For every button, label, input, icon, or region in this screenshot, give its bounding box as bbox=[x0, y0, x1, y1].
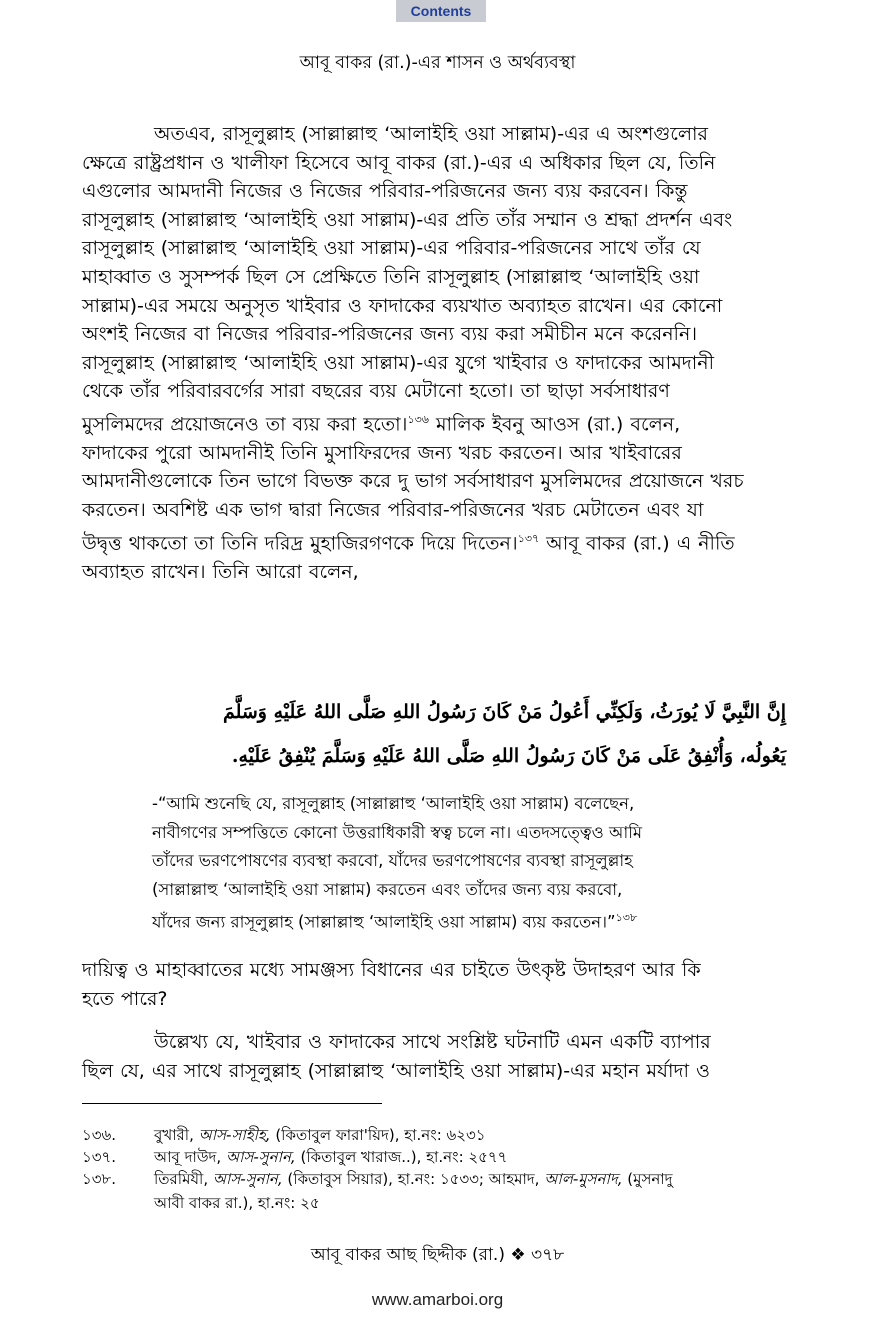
text-segment: (কিতাবুল খারাজ..), হা.নং: ২৫৭৭ bbox=[295, 1148, 508, 1166]
text-segment: আবূ বাকর (রা.) এ নীতি bbox=[539, 531, 735, 554]
arabic-line: إِنَّ النَّبِيَّ لَا يُورَثُ، وَلَكِنِّي أَعُولُ مَنْ كَانَ رَسُولُ اللهِ صَلَّى اللهُ عَلَيْهِ وَسَلَّمَ bbox=[222, 701, 786, 723]
website-link[interactable]: www.amarboi.org bbox=[371, 1290, 504, 1309]
text-line: আমদানীগুলোকে তিন ভাগে বিভক্ত করে দু ভাগ সর্বসাধারণ মুসলিমদের প্রয়োজনে খরচ bbox=[82, 470, 744, 493]
running-header: আবূ বাকর (রা.)-এর শাসন ও অর্থব্যবস্থা bbox=[299, 53, 576, 73]
arabic-hadith bbox=[82, 690, 794, 778]
source-title: আস-সুনান, bbox=[225, 1148, 296, 1166]
text-line: ছিল যে, এর সাথে রাসূলুল্লাহ (সাল্লাল্লাহু ‘আলাইহি ওয়া সাল্লাম)-এর মহান মর্যাদা ও bbox=[82, 1059, 710, 1082]
contents-button[interactable]: Contents bbox=[396, 0, 486, 22]
text-segment: মালিক ইবনু আওস (রা.) বলেন, bbox=[428, 413, 681, 436]
text-line: ফাদাকের পুরো আমদানীই তিনি মুসাফিরদের জন্য খরচ করতেন। আর খাইবারের bbox=[82, 441, 682, 464]
text-segment: মুসলিমদের প্রয়োজনেও তা ব্যয় করা হতো। bbox=[82, 413, 408, 436]
text-line: উল্লেখ্য যে, খাইবার ও ফাদাকের সাথে সংশ্লিষ্ট ঘটনাটি এমন একটি ব্যাপার bbox=[154, 1031, 711, 1053]
footnote-number: ১৩৬. bbox=[82, 1126, 117, 1144]
text-line: দায়িত্ব ও মাহাব্বাতের মধ্যে সামঞ্জস্য বিধানের এর চাইতে উৎকৃষ্ট উদাহরণ আর কি bbox=[82, 959, 701, 981]
text-line bbox=[82, 406, 794, 439]
text-segment: তিরমিযী, bbox=[154, 1170, 213, 1188]
text-line: রাসূলুল্লাহ (সাল্লাল্লাহু ‘আলাইহি ওয়া সাল্লাম)-এর যুগে খাইবার ও ফাদাকের আমদানী bbox=[82, 351, 715, 374]
source-title: আস-সাহীহ, bbox=[198, 1126, 271, 1144]
quote-line: নাবীগণের সম্পত্তিতে কোনো উত্তরাধিকারী স্বত্ব চলে না। এতদসত্ত্বেও আমি bbox=[152, 822, 643, 842]
quote-line: তাঁদের ভরণপোষণের ব্যবস্থা করবো, যাঁদের ভরণপোষণের ব্যবস্থা রাসূলুল্লাহ bbox=[152, 851, 633, 871]
source-title: আস-সুনান, bbox=[212, 1170, 283, 1188]
paragraph-2 bbox=[82, 956, 794, 1013]
text-line: সাল্লাম)-এর সময়ে অনুসৃত খাইবার ও ফাদাকের ব্যয়খাত অব্যাহত রাখেন। এর কোনো bbox=[82, 294, 723, 317]
text-line: রাসূলুল্লাহ (সাল্লাল্লাহু ‘আলাইহি ওয়া সাল্লাম)-এর প্রতি তাঁর সম্মান ও শ্রদ্ধা প্রদর্শন এবং bbox=[82, 208, 733, 231]
main-text bbox=[82, 120, 794, 586]
arabic-line: يَعُولُه، وَأُنْفِقُ عَلَى مَنْ كَانَ رَسُولُ اللهِ صَلَّى اللهُ عَلَيْهِ وَسَلَّمَ يُنْفِقُ عَلَيْهِ. bbox=[231, 745, 786, 767]
text-segment: আবূ দাউদ, bbox=[154, 1148, 226, 1166]
footnote-ref-136[interactable]: ১৩৬ bbox=[407, 412, 429, 426]
page-footer: আবূ বাকর আছ ছিদ্দীক (রা.) ❖ ৩৭৮ bbox=[310, 1245, 565, 1265]
paragraph-1 bbox=[82, 120, 794, 586]
text-line: মাহাব্বাত ও সুসম্পর্ক ছিল সে প্রেক্ষিতে তিনি রাসূলুল্লাহ (সাল্লাল্লাহু ‘আলাইহি ওয়া bbox=[82, 265, 700, 288]
footnote-text bbox=[154, 1147, 507, 1167]
text-line: থেকে তাঁর পরিবারবর্গের সারা বছরের ব্যয় মেটানো হতো। তা ছাড়া সর্বসাধারণ bbox=[82, 380, 670, 403]
text-line: করতেন। অবশিষ্ট এক ভাগ দ্বারা নিজের পরিবার-পরিজনের খরচ মেটাতেন এবং যা bbox=[82, 499, 704, 522]
text-segment: যাঁদের জন্য রাসূলুল্লাহ (সাল্লাল্লাহু ‘আলাইহি ওয়া সাল্লাম) ব্যয় করতেন।” bbox=[152, 912, 616, 932]
footnote-ref-137[interactable]: ১৩৭ bbox=[517, 531, 540, 545]
footnote-divider bbox=[82, 1103, 382, 1104]
text-line: রাসূলুল্লাহ (সাল্লাল্লাহু ‘আলাইহি ওয়া সাল্লাম)-এর পরিবার-পরিজনের সাথে তাঁর যে bbox=[82, 237, 701, 260]
text-line: অংশই নিজের বা নিজের পরিবার-পরিজনের জন্য ব্যয় করা সমীচীন মনে করেননি। bbox=[82, 323, 698, 346]
text-segment: (কিতাবুস সিয়ার), হা.নং: ১৫৩৩; আহমাদ, bbox=[282, 1170, 545, 1188]
text-segment: উদ্বৃত্ত থাকতো তা তিনি দরিদ্র মুহাজিরগণকে দিয়ে দিতেন। bbox=[82, 531, 518, 554]
paragraph-3 bbox=[82, 1028, 794, 1085]
quote-line: -“আমি শুনেছি যে, রাসূলুল্লাহ (সাল্লাল্লাহু ‘আলাইহি ওয়া সাল্লাম) বলেছেন, bbox=[152, 794, 635, 813]
footnote-text bbox=[154, 1125, 486, 1145]
footnote-text-continued: আবী বাকর রা.), হা.নং: ২৫ bbox=[154, 1194, 320, 1212]
text-segment: (কিতাবুল ফারা'য়িদ), হা.নং: ৬২৩১ bbox=[270, 1126, 486, 1144]
footnote-number: ১৩৮. bbox=[82, 1170, 116, 1188]
translation-quote bbox=[152, 790, 758, 937]
footnote-text bbox=[154, 1169, 673, 1189]
text-segment: (মুসনাদু bbox=[622, 1170, 673, 1188]
text-line: ক্ষেত্রে রাষ্ট্রপ্রধান ও খালীফা হিসেবে আবূ বাকর (রা.)-এর এ অধিকার ছিল যে, তিনি bbox=[82, 151, 716, 174]
quote-line: (সাল্লাল্লাহু ‘আলাইহি ওয়া সাল্লাম) করতেন এবং তাঁদের জন্য ব্যয় করবো, bbox=[152, 879, 623, 899]
text-line bbox=[82, 525, 794, 558]
text-segment: বুখারী, bbox=[154, 1126, 199, 1144]
footnote-ref-138[interactable]: ১৩৮ bbox=[615, 911, 638, 925]
quote-line bbox=[152, 904, 758, 937]
footnote-number: ১৩৭. bbox=[82, 1148, 117, 1166]
text-line: অতএব, রাসূলুল্লাহ (সাল্লাল্লাহু ‘আলাইহি ওয়া সাল্লাম)-এর এ অংশগুলোর bbox=[154, 123, 708, 145]
text-line: এগুলোর আমদানী নিজের ও নিজের পরিবার-পরিজনের জন্য ব্যয় করবেন। কিন্তু bbox=[82, 180, 688, 203]
text-line: হতে পারে? bbox=[82, 987, 168, 1010]
text-line: অব্যাহত রাখেন। তিনি আরো বলেন, bbox=[82, 560, 359, 583]
source-title: আল-মুসনাদ, bbox=[544, 1170, 623, 1188]
